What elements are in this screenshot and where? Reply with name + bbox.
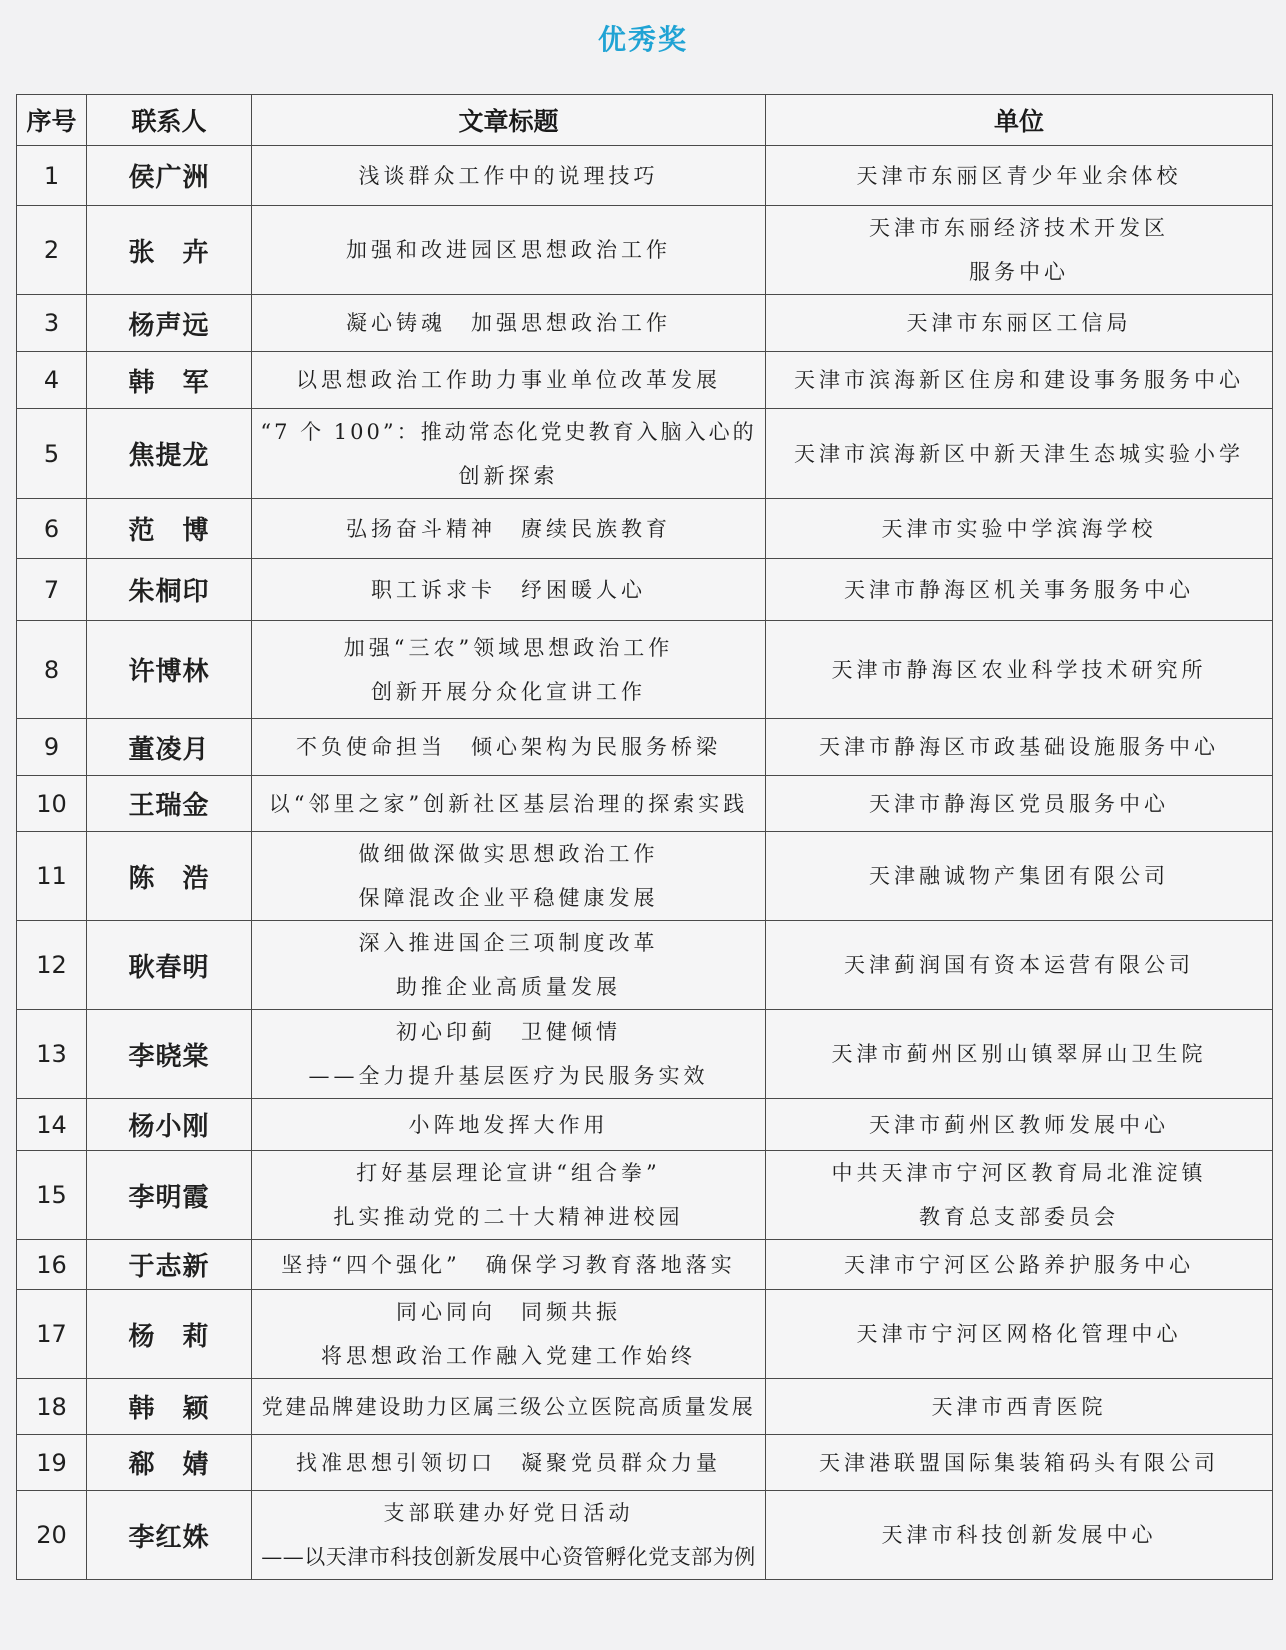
row-number: 12 — [17, 921, 87, 1010]
article-title-cell — [252, 295, 766, 352]
contact-name: 陈 浩 — [87, 832, 252, 921]
organization-line: 天津市西青医院 — [931, 1394, 1107, 1419]
article-title-line: 初心印蓟 卫健倾情 — [396, 1020, 621, 1044]
contact-name: 韩 军 — [87, 352, 252, 409]
row-number: 6 — [17, 499, 87, 559]
organization-line: 天津市宁河区公路养护服务中心 — [844, 1252, 1194, 1277]
row-number: 4 — [17, 352, 87, 409]
article-title-line: 凝心铸魂 加强思想政治工作 — [346, 311, 671, 335]
organization-cell — [766, 1379, 1273, 1435]
article-title-cell — [252, 921, 766, 1010]
table-row — [17, 921, 1273, 1010]
table-row — [17, 776, 1273, 832]
contact-name: 于志新 — [87, 1240, 252, 1290]
organization-line: 天津市静海区党员服务中心 — [869, 791, 1169, 816]
row-number: 18 — [17, 1379, 87, 1435]
row-number: 8 — [17, 621, 87, 719]
contact-name: 王瑞金 — [87, 776, 252, 832]
row-number: 9 — [17, 719, 87, 776]
contact-name: 李晓棠 — [87, 1010, 252, 1099]
table-row — [17, 559, 1273, 621]
article-title-line: 小阵地发挥大作用 — [408, 1112, 609, 1137]
article-title-cell — [252, 719, 766, 776]
column-header-organization: 单位 — [766, 95, 1273, 146]
table-row — [17, 499, 1273, 559]
contact-name: 李红姝 — [87, 1491, 252, 1580]
table-row — [17, 1491, 1273, 1580]
contact-name: 董凌月 — [87, 719, 252, 776]
table-row — [17, 719, 1273, 776]
article-title-line: 以“邻里之家”创新社区基层治理的探索实践 — [268, 791, 749, 816]
contact-name: 焦提龙 — [87, 409, 252, 499]
article-title-line: 弘扬奋斗精神 赓续民族教育 — [346, 516, 671, 541]
organization-line: 天津市东丽区工信局 — [906, 311, 1132, 335]
organization-cell — [766, 921, 1273, 1010]
table-row — [17, 352, 1273, 409]
contact-name: 李明霞 — [87, 1151, 252, 1240]
row-number: 5 — [17, 409, 87, 499]
organization-line: 天津市科技创新发展中心 — [881, 1523, 1157, 1547]
table-row — [17, 146, 1273, 206]
organization-cell — [766, 295, 1273, 352]
article-title-cell — [252, 776, 766, 832]
article-title-line: 扎实推动党的二十大精神进校园 — [333, 1205, 684, 1229]
organization-cell — [766, 1010, 1273, 1099]
row-number: 10 — [17, 776, 87, 832]
article-title-line: 打好基层理论宣讲“组合拳” — [356, 1161, 661, 1185]
article-title-line: ——全力提升基层医疗为民服务实效 — [308, 1064, 709, 1088]
column-header-contact: 联系人 — [87, 95, 252, 146]
organization-cell — [766, 1099, 1273, 1151]
article-title-line: 找准思想引领切口 凝聚党员群众力量 — [296, 1450, 721, 1475]
article-title-line: ——以天津市科技创新发展中心资管孵化党支部为例 — [261, 1545, 756, 1569]
contact-name: 杨声远 — [87, 295, 252, 352]
article-title-cell — [252, 1491, 766, 1580]
row-number: 13 — [17, 1010, 87, 1099]
page-title: 优秀奖 — [597, 23, 688, 56]
table-row — [17, 1435, 1273, 1491]
organization-line: 天津市东丽经济技术开发区 — [869, 216, 1169, 240]
article-title-line: 坚持“四个强化” 确保学习教育落地落实 — [281, 1252, 736, 1277]
organization-line: 中共天津市宁河区教育局北淮淀镇 — [831, 1161, 1207, 1185]
article-title-line: 加强和改进园区思想政治工作 — [346, 238, 671, 262]
contact-name: 郗 婧 — [87, 1435, 252, 1491]
contact-name: 耿春明 — [87, 921, 252, 1010]
article-title-line: 创新探索 — [458, 463, 559, 488]
article-title-line: 党建品牌建设助力区属三级公立医院高质量发展 — [261, 1394, 756, 1419]
article-title-line: 创新开展分众化宣讲工作 — [371, 679, 646, 704]
table-row — [17, 206, 1273, 295]
organization-cell — [766, 832, 1273, 921]
article-title-line: 职工诉求卡 纾困暖人心 — [371, 577, 646, 602]
organization-cell — [766, 352, 1273, 409]
row-number: 17 — [17, 1290, 87, 1379]
row-number: 16 — [17, 1240, 87, 1290]
organization-line: 教育总支部委员会 — [919, 1205, 1119, 1229]
row-number: 2 — [17, 206, 87, 295]
contact-name: 许博林 — [87, 621, 252, 719]
table-row — [17, 1151, 1273, 1240]
table-row — [17, 621, 1273, 719]
row-number: 14 — [17, 1099, 87, 1151]
table-row — [17, 295, 1273, 352]
organization-cell — [766, 146, 1273, 206]
article-title-cell — [252, 1290, 766, 1379]
organization-line: 天津市蓟州区教师发展中心 — [869, 1112, 1169, 1137]
contact-name: 张 卉 — [87, 206, 252, 295]
article-title-line: 深入推进国企三项制度改革 — [358, 931, 659, 955]
article-title-cell — [252, 352, 766, 409]
article-title-cell — [252, 559, 766, 621]
organization-line: 天津市宁河区网格化管理中心 — [856, 1322, 1182, 1346]
row-number: 15 — [17, 1151, 87, 1240]
organization-cell — [766, 1491, 1273, 1580]
organization-cell — [766, 1240, 1273, 1290]
table-row — [17, 1240, 1273, 1290]
contact-name: 杨 莉 — [87, 1290, 252, 1379]
row-number: 11 — [17, 832, 87, 921]
organization-line: 天津市东丽区青少年业余体校 — [856, 163, 1182, 188]
article-title-line: 不负使命担当 倾心架构为民服务桥梁 — [296, 735, 721, 759]
organization-cell — [766, 1151, 1273, 1240]
contact-name: 侯广洲 — [87, 146, 252, 206]
organization-cell — [766, 499, 1273, 559]
organization-cell — [766, 776, 1273, 832]
article-title-cell — [252, 499, 766, 559]
article-title-cell — [252, 1151, 766, 1240]
article-title-line: 同心同向 同频共振 — [396, 1300, 621, 1324]
article-title-line: 支部联建办好党日活动 — [383, 1501, 634, 1525]
organization-line: 天津市静海区农业科学技术研究所 — [831, 657, 1207, 682]
article-title-cell — [252, 1010, 766, 1099]
article-title-cell — [252, 1379, 766, 1435]
organization-line: 天津市蓟州区别山镇翠屏山卫生院 — [831, 1042, 1207, 1066]
table-row — [17, 409, 1273, 499]
article-title-cell — [252, 206, 766, 295]
organization-line: 天津港联盟国际集装箱码头有限公司 — [819, 1450, 1219, 1475]
article-title-line: 做细做深做实思想政治工作 — [358, 842, 659, 866]
table-header-row — [17, 95, 1273, 146]
row-number: 3 — [17, 295, 87, 352]
article-title-line: “7 个 100”：推动常态化党史教育入脑入心的 — [260, 419, 757, 444]
contact-name: 韩 颖 — [87, 1379, 252, 1435]
organization-line: 服务中心 — [969, 260, 1069, 284]
contact-name: 范 博 — [87, 499, 252, 559]
row-number: 1 — [17, 146, 87, 206]
organization-line: 天津市静海区机关事务服务中心 — [844, 577, 1194, 602]
organization-cell — [766, 206, 1273, 295]
organization-line: 天津融诚物产集团有限公司 — [869, 864, 1169, 888]
column-header-article-title: 文章标题 — [252, 95, 766, 146]
awards-table — [16, 94, 1273, 1580]
organization-cell — [766, 1435, 1273, 1491]
organization-line: 天津蓟润国有资本运营有限公司 — [844, 953, 1194, 977]
article-title-cell — [252, 146, 766, 206]
article-title-line: 加强“三农”领域思想政治工作 — [343, 635, 674, 660]
table-row — [17, 832, 1273, 921]
article-title-cell — [252, 1099, 766, 1151]
article-title-cell — [252, 1435, 766, 1491]
article-title-cell — [252, 409, 766, 499]
table-row — [17, 1099, 1273, 1151]
article-title-cell — [252, 1240, 766, 1290]
article-title-line: 浅谈群众工作中的说理技巧 — [358, 163, 659, 188]
row-number: 7 — [17, 559, 87, 621]
article-title-line: 保障混改企业平稳健康发展 — [358, 886, 659, 910]
organization-cell — [766, 409, 1273, 499]
article-title-line: 以思想政治工作助力事业单位改革发展 — [296, 368, 721, 392]
table-row — [17, 1379, 1273, 1435]
column-header-number: 序号 — [17, 95, 87, 146]
article-title-cell — [252, 832, 766, 921]
organization-cell — [766, 719, 1273, 776]
table-row — [17, 1010, 1273, 1099]
organization-cell — [766, 559, 1273, 621]
contact-name: 杨小刚 — [87, 1099, 252, 1151]
contact-name: 朱桐印 — [87, 559, 252, 621]
article-title-cell — [252, 621, 766, 719]
row-number: 20 — [17, 1491, 87, 1580]
organization-cell — [766, 1290, 1273, 1379]
table-row — [17, 1290, 1273, 1379]
article-title-line: 将思想政治工作融入党建工作始终 — [321, 1344, 696, 1368]
organization-line: 天津市滨海新区中新天津生态城实验小学 — [794, 441, 1244, 466]
organization-cell — [766, 621, 1273, 719]
table-body — [17, 146, 1273, 1580]
organization-line: 天津市实验中学滨海学校 — [881, 516, 1157, 541]
article-title-line: 助推企业高质量发展 — [396, 975, 621, 999]
row-number: 19 — [17, 1435, 87, 1491]
organization-line: 天津市静海区市政基础设施服务中心 — [819, 735, 1219, 759]
organization-line: 天津市滨海新区住房和建设事务服务中心 — [794, 368, 1244, 392]
